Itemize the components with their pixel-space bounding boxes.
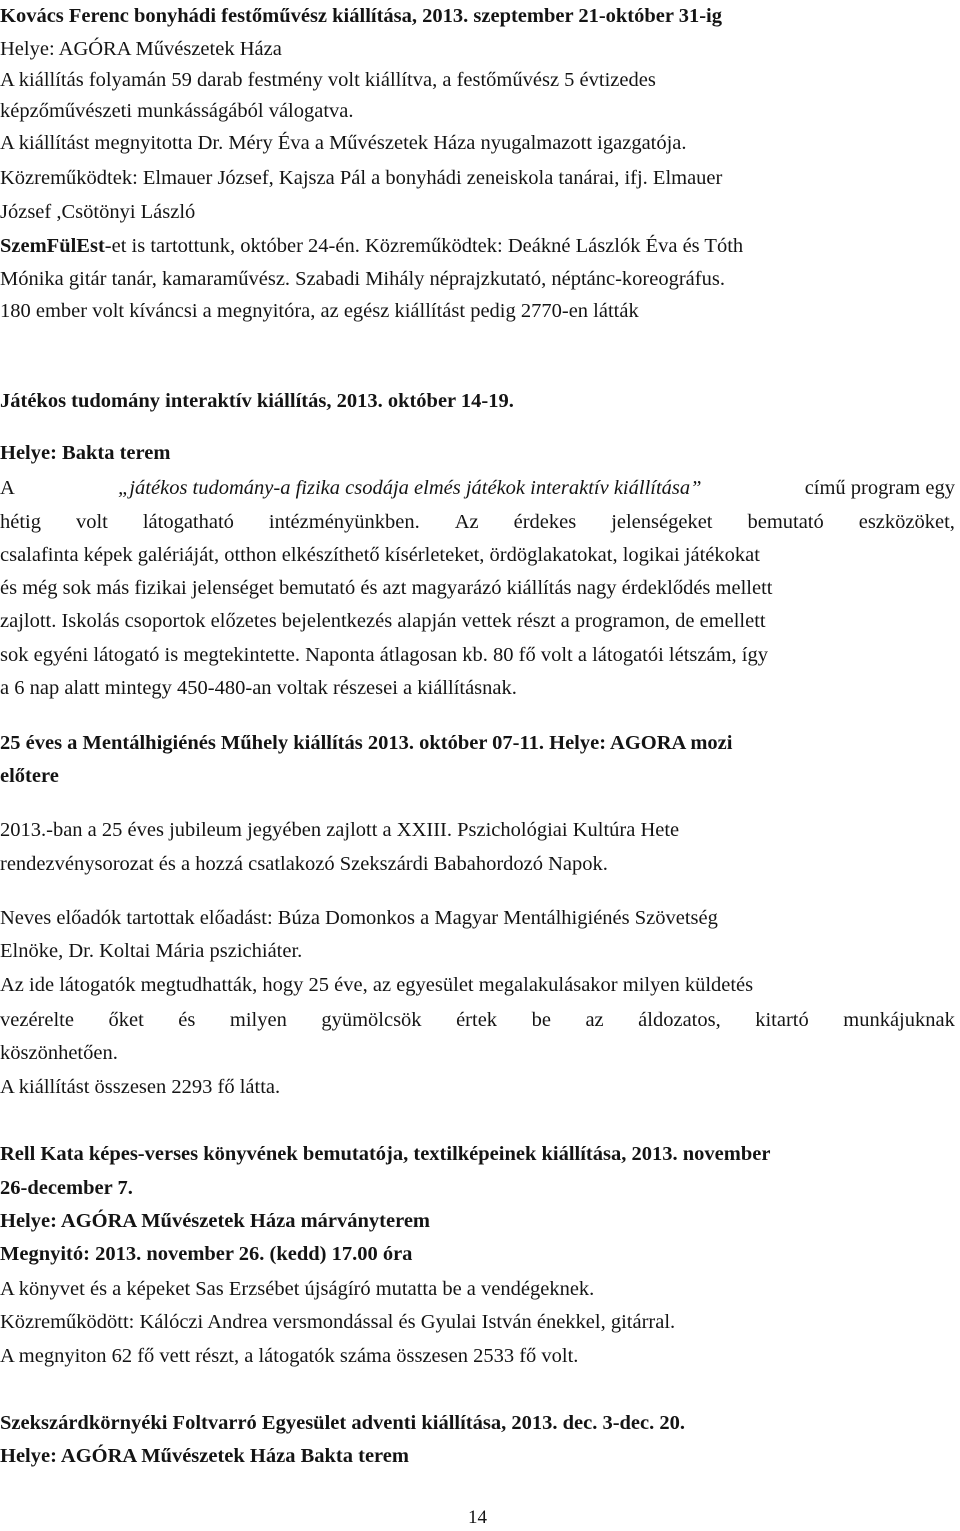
word: eszközöket, <box>858 511 955 533</box>
word: bemutató <box>747 511 824 533</box>
word: munkájuknak <box>843 1009 955 1031</box>
paragraph-line: a 6 nap alatt mintegy 450-480-an voltak részesei a kiállításnak. <box>0 677 517 699</box>
venue-line: Helye: AGÓRA Művészetek Háza Bakta terem <box>0 1445 409 1467</box>
venue-line: Helye: AGÓRA Művészetek Háza <box>0 38 282 60</box>
text-span: -et is tartottunk, október 24-én. Közreműködtek: Deákné Lászlók Éva és Tóth <box>104 235 744 257</box>
paragraph-line: Mónika gitár tanár, kamaraművész. Szabadi Mihály néprajzkutató, néptánc-koreográfus. <box>0 268 725 290</box>
paragraph-line: köszönhetően. <box>0 1042 118 1064</box>
justified-line <box>0 476 955 500</box>
paragraph-line: A kiállítást összesen 2293 fő látta. <box>0 1076 281 1098</box>
paragraph-line: József ,Csötönyi László <box>0 201 196 223</box>
venue-line: Helye: Bakta terem <box>0 442 171 464</box>
section-title-foltvarro: Szekszárdkörnyéki Foltvarró Egyesület adventi kiállítása, 2013. dec. 3-dec. 20. <box>0 1412 685 1434</box>
word: áldozatos, <box>638 1009 721 1031</box>
text-span: című program egy <box>804 477 955 499</box>
word: jelenségeket <box>611 511 713 533</box>
word: kitartó <box>755 1009 809 1031</box>
justified-line <box>0 510 955 534</box>
word: az <box>585 1009 604 1031</box>
paragraph-line: rendezvénysorozat és a hozzá csatlakozó Szekszárdi Babahordozó Napok. <box>0 853 608 875</box>
text-span <box>0 510 955 534</box>
word: gyümölcsök <box>321 1009 422 1031</box>
paragraph-line: sok egyéni látogató is megtekintette. Naponta átlagosan kb. 80 fő volt a látogatói létszám, így <box>0 644 768 666</box>
word: értek <box>456 1009 498 1031</box>
venue-line: Helye: AGÓRA Művészetek Háza márványterem <box>0 1210 431 1232</box>
section-title-jatekos: Játékos tudomány interaktív kiállítás, 2013. október 14-19. <box>0 390 514 412</box>
paragraph-line: 2013.-ban a 25 éves jubileum jegyében zajlott a XXIII. Pszichológiai Kultúra Hete <box>0 819 680 841</box>
paragraph-line <box>0 234 743 258</box>
paragraph-line: Közreműködtek: Elmauer József, Kajsza Pál a bonyhádi zeneiskola tanárai, ifj. Elmauer <box>0 167 723 189</box>
word: hétig <box>0 511 41 533</box>
word: be <box>531 1009 551 1031</box>
section-title-mentalhigienes: 25 éves a Mentálhigiénés Műhely kiállítás 2013. október 07-11. Helye: AGORA mozi <box>0 732 733 754</box>
page-number: 14 <box>468 1507 487 1528</box>
word: vezérelte <box>0 1009 74 1031</box>
section-title-rell-kata: Rell Kata képes-verses könyvének bemutatója, textilképeinek kiállítása, 2013. november <box>0 1143 771 1165</box>
justified-line <box>0 1008 955 1032</box>
paragraph-line: Közreműködött: Kálóczi Andrea versmondással és Gyulai István énekkel, gitárral. <box>0 1311 676 1333</box>
word: milyen <box>229 1009 287 1031</box>
word: őket <box>108 1009 144 1031</box>
paragraph-line: zajlott. Iskolás csoportok előzetes bejelentkezés alapján vettek részt a programon, de emellett <box>0 610 766 632</box>
opening-line: Megnyitó: 2013. november 26. (kedd) 17.00 óra <box>0 1243 413 1265</box>
paragraph-line: A könyvet és a képeket Sas Erzsébet újságíró mutatta be a vendégeknek. <box>0 1278 595 1300</box>
paragraph-line: Neves előadók tartottak előadást: Búza Domonkos a Magyar Mentálhigiénés Szövetség <box>0 907 718 929</box>
bold-term: SzemFülEst <box>0 235 105 257</box>
word: látogatható <box>142 511 234 533</box>
italic-program-title: „játékos tudomány-a fizika csodája elmés játékok interaktív kiállítása” <box>117 477 702 499</box>
section-title-cont: 26-december 7. <box>0 1177 133 1199</box>
paragraph-line: 180 ember volt kíváncsi a megnyitóra, az egész kiállítást pedig 2770-en látták <box>0 300 639 322</box>
word: és <box>178 1009 196 1031</box>
paragraph-line: képzőművészeti munkásságából válogatva. <box>0 100 354 122</box>
word: Az <box>454 511 479 533</box>
paragraph-line: A kiállítás folyamán 59 darab festmény volt kiállítva, a festőművész 5 évtizedes <box>0 69 656 91</box>
word: volt <box>75 511 108 533</box>
text-span: A <box>0 477 15 499</box>
paragraph-line: és még sok más fizikai jelenséget bemutató és azt magyarázó kiállítás nagy érdeklődés mellett <box>0 577 773 599</box>
section-title-cont: előtere <box>0 765 59 787</box>
word: érdekes <box>513 511 577 533</box>
paragraph-line: A kiállítást megnyitotta Dr. Méry Éva a Művészetek Háza nyugalmazott igazgatója. <box>0 132 687 154</box>
section-title-kovacs: Kovács Ferenc bonyhádi festőművész kiállítása, 2013. szeptember 21-október 31-ig <box>0 5 723 27</box>
paragraph-line: Elnöke, Dr. Koltai Mária pszichiáter. <box>0 940 303 962</box>
paragraph-line: Az ide látogatók megtudhatták, hogy 25 éve, az egyesület megalakulásakor milyen küldetés <box>0 974 754 996</box>
text-span <box>0 1008 955 1032</box>
paragraph-line: csalafinta képek galériáját, otthon elkészíthető kísérleteket, ördöglakatokat, logikai játékokat <box>0 544 760 566</box>
word: intézményünkben. <box>268 511 420 533</box>
paragraph-line: A megnyiton 62 fő vett részt, a látogatók száma összesen 2533 fő volt. <box>0 1345 579 1367</box>
